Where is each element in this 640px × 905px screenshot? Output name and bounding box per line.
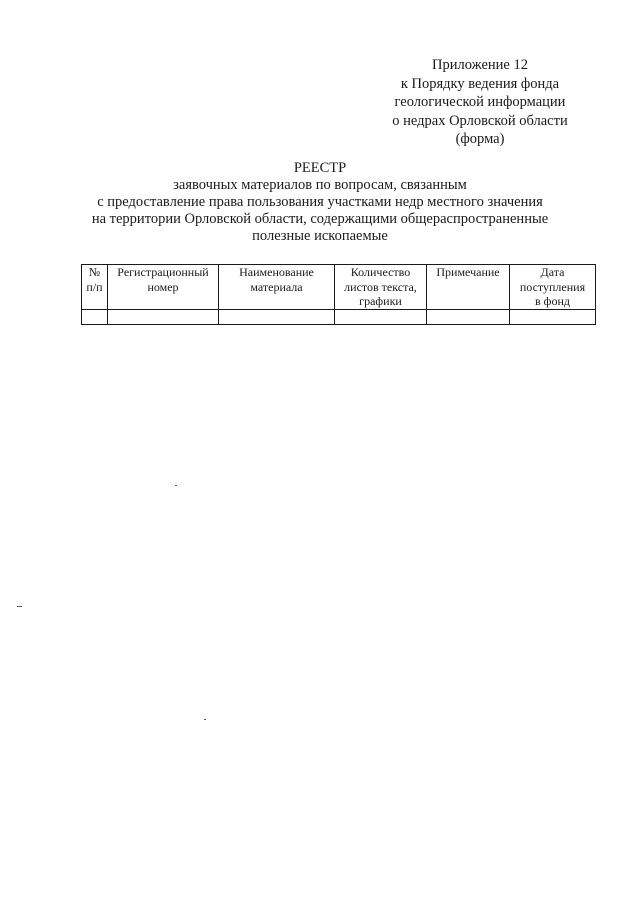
appendix-line: к Порядку ведения фонда	[400, 75, 560, 92]
title-line: заявочных материалов по вопросам, связанным	[173, 177, 467, 193]
column-header-receipt-date: Дата поступления в фонд	[510, 265, 596, 310]
table-cell	[219, 310, 335, 325]
appendix-line: (форма)	[455, 131, 505, 147]
table-cell	[108, 310, 219, 325]
title-line: полезные ископаемые	[252, 228, 388, 244]
table-cell	[82, 310, 108, 325]
table-row	[82, 310, 596, 325]
appendix-line: о недрах Орловской области	[392, 112, 568, 129]
appendix-line: геологической информации	[394, 94, 566, 110]
scan-speck	[175, 485, 177, 486]
title-line: на территории Орловской области, содержащими общераспространенные	[91, 211, 549, 227]
column-header-note: Примечание	[427, 265, 510, 310]
registry-table	[81, 264, 596, 325]
column-header-registration-number: Регистрационный номер	[108, 265, 219, 310]
title-line: с предоставление права пользования участками недр местного значения	[97, 194, 543, 210]
scan-speck	[204, 719, 206, 720]
table-cell	[427, 310, 510, 325]
column-header-number: № п/п	[82, 265, 108, 310]
table-header-row	[82, 265, 596, 310]
appendix-line: Приложение 12	[432, 57, 528, 73]
column-header-material-name: Наименование материала	[219, 265, 335, 310]
table-cell	[510, 310, 596, 325]
appendix-header	[330, 56, 630, 149]
scan-speck	[17, 606, 22, 607]
column-header-sheet-count: Количество листов текста, графики	[335, 265, 427, 310]
table-cell	[335, 310, 427, 325]
title-heading: РЕЕСТР	[293, 160, 347, 176]
document-title	[60, 160, 580, 245]
